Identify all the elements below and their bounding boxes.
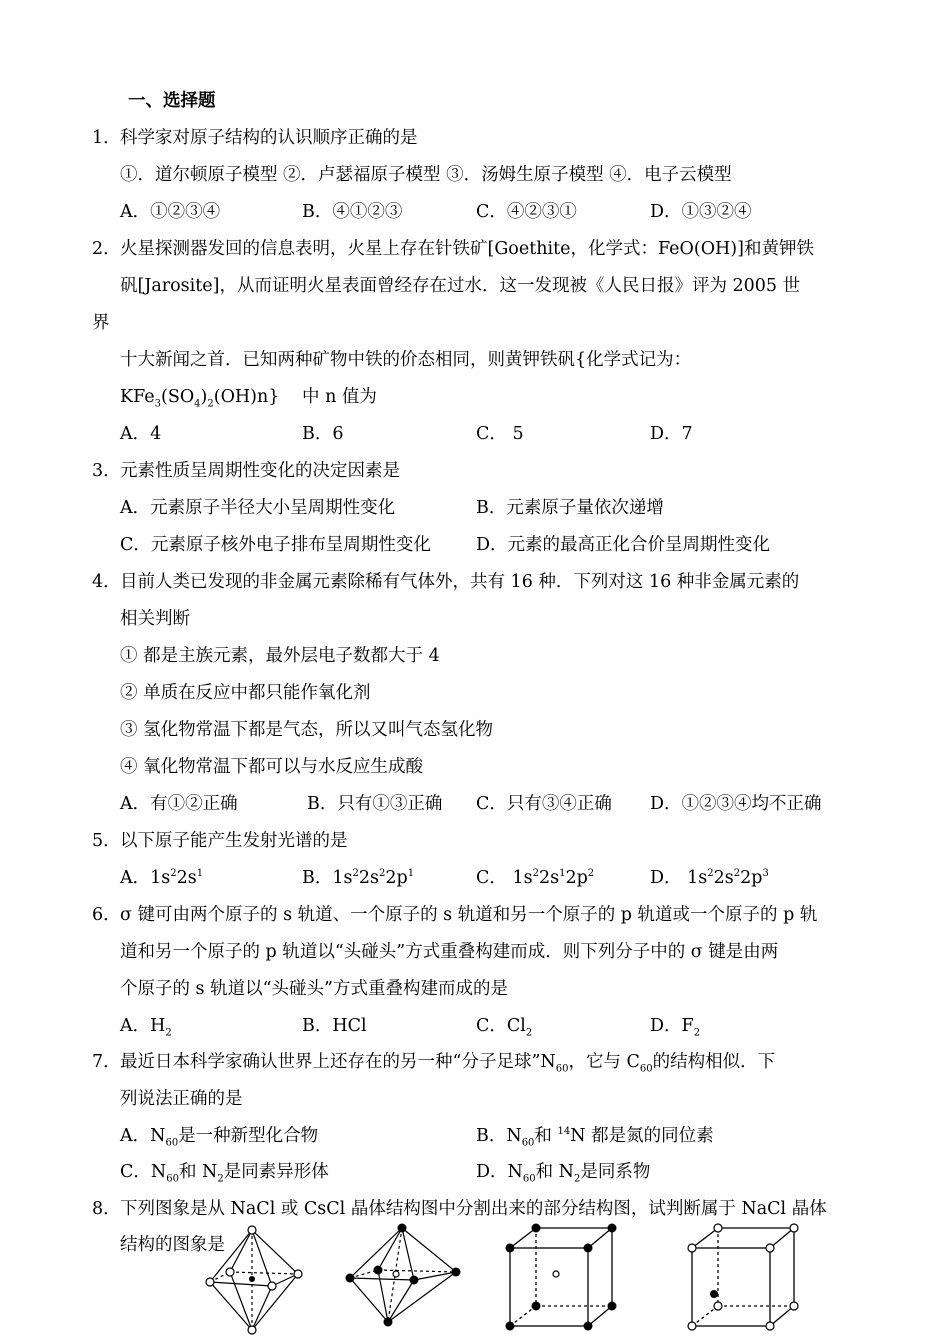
q4-number: 4． bbox=[92, 572, 121, 592]
q2-option-d: D．7 bbox=[650, 424, 693, 444]
q4-option-b: B．只有①③正确 bbox=[307, 794, 443, 814]
q7-line-1: 最近日本科学家确认世界上还存在的另一种“分子足球$”N_{60}$，它与 $C_{60}$的结构相似．下 bbox=[120, 1052, 776, 1075]
q4-statement-3: ③ 氢化物常温下都是气态，所以又叫气态氢化物 bbox=[120, 720, 494, 740]
q3-number: 3． bbox=[92, 461, 121, 481]
q7-option-c: C．$N_{60}$和 $N_2$是同素异形体 bbox=[120, 1162, 329, 1185]
q3-option-c: C．元素原子核外电子排布呈周期性变化 bbox=[120, 535, 431, 555]
q7-number: 7． bbox=[92, 1052, 121, 1072]
q4-option-d: D．①②③④均不正确 bbox=[650, 794, 822, 814]
q7-option-a: A．$N_{60}$是一种新型化合物 bbox=[120, 1126, 319, 1149]
q2-line-1: 火星探测器发回的信息表明，火星上存在针铁矿[Goethite，化学式：FeO(OH)]和黄钾铁 bbox=[120, 239, 814, 259]
q2-option-c: C． 5 bbox=[476, 424, 524, 444]
q3-option-b: B．元素原子量依次递增 bbox=[476, 498, 664, 518]
q6-line-1: σ 键可由两个原子的 s 轨道、一个原子的 s 轨道和另一个原子的 p 轨道或一个原子的 p 轨 bbox=[120, 905, 818, 925]
q1-stem: 科学家对原子结构的认识顺序正确的是 bbox=[120, 128, 418, 148]
q2-line-3: 界 bbox=[92, 313, 110, 333]
q2-formula: $KFe_3(SO_4)_2(OH)n$} bbox=[120, 387, 280, 410]
q4-option-a: A．有①②正确 bbox=[120, 794, 238, 814]
q5-stem: 以下原子能产生发射光谱的是 bbox=[120, 831, 348, 851]
q2-question-tail: 中 n 值为 bbox=[302, 387, 377, 407]
q7-option-b: B．$N_{60}$和 $^{14}$N 都是氮的同位素 bbox=[476, 1126, 714, 1149]
q6-line-3: 个原子的 s 轨道以“头碰头”方式重叠构建而成的是 bbox=[120, 979, 508, 999]
q1-number: 1． bbox=[92, 128, 121, 148]
q3-stem: 元素性质呈周期性变化的决定因素是 bbox=[120, 461, 400, 481]
q5-number: 5． bbox=[92, 831, 121, 851]
q7-line-2: 列说法正确的是 bbox=[120, 1089, 243, 1109]
q3-option-d: D．元素的最高正化合价呈周期性变化 bbox=[476, 535, 771, 555]
q5-option-d: D． $1s^22s^22p^3$ bbox=[650, 868, 769, 888]
q8-line-1: 下列图象是从 NaCl 或 CsCl 晶体结构图中分割出来的部分结构图，试判断属于 NaCl 晶体 bbox=[120, 1199, 827, 1219]
q4-option-c: C．只有③④正确 bbox=[476, 794, 612, 814]
q6-line-2: 道和另一个原子的 p 轨道以“头碰头”方式重叠构建而成．则下列分子中的 σ 键是由两 bbox=[120, 942, 779, 962]
q6-option-b: B．HCl bbox=[302, 1016, 367, 1036]
q6-option-d: D．$F_2$ bbox=[650, 1016, 701, 1039]
q8-line-2: 结构的图象是 bbox=[120, 1235, 225, 1255]
q5-option-c: C． $1s^22s^12p^2$ bbox=[476, 868, 595, 888]
crystal-figure-4 bbox=[684, 1222, 800, 1332]
crystal-figure-3 bbox=[502, 1222, 618, 1332]
q1-option-c: C．④②③① bbox=[476, 202, 577, 222]
q4-line-2: 相关判断 bbox=[120, 609, 190, 629]
crystal-figure-2 bbox=[340, 1222, 462, 1332]
q7-option-d: D．$N_{60}$和 $N_2$是同系物 bbox=[476, 1162, 651, 1185]
q4-statement-1: ① 都是主族元素，最外层电子数都大于 4 bbox=[120, 646, 440, 666]
q3-option-a: A．元素原子半径大小呈周期性变化 bbox=[120, 498, 396, 518]
q8-number: 8． bbox=[92, 1199, 121, 1219]
q4-statement-4: ④ 氧化物常温下都可以与水反应生成酸 bbox=[120, 757, 424, 777]
q2-line-4: 十大新闻之首．已知两种矿物中铁的价态相同，则黄钾铁矾{化学式记为： bbox=[120, 350, 692, 370]
q2-option-b: B．6 bbox=[302, 424, 344, 444]
q5-option-b: B．$1s^22s^22p^1$ bbox=[302, 868, 415, 888]
q5-option-a: A．$1s^22s^1$ bbox=[120, 868, 204, 888]
q6-number: 6． bbox=[92, 905, 121, 925]
q1-option-a: A．①②③④ bbox=[120, 202, 221, 222]
q2-option-a: A．4 bbox=[120, 424, 162, 444]
q1-items: ①．道尔顿原子模型 ②．卢瑟福原子模型 ③．汤姆生原子模型 ④．电子云模型 bbox=[120, 165, 732, 185]
q1-option-b: B．④①②③ bbox=[302, 202, 403, 222]
q4-line-1: 目前人类已发现的非金属元素除稀有气体外，共有 16 种．下列对这 16 种非金属元素的 bbox=[120, 572, 800, 592]
q1-option-d: D．①③②④ bbox=[650, 202, 752, 222]
q4-statement-2: ② 单质在反应中都只能作氧化剂 bbox=[120, 683, 371, 703]
q6-option-a: A．$H_2$ bbox=[120, 1016, 172, 1039]
q6-option-c: C．$Cl_2$ bbox=[476, 1016, 533, 1039]
section-title: 一、选择题 bbox=[128, 91, 216, 111]
q2-number: 2． bbox=[92, 239, 121, 259]
crystal-figure-1 bbox=[198, 1222, 314, 1340]
q2-line-2: 矾[Jarosite]，从而证明火星表面曾经存在过水．这一发现被《人民日报》评为 2005 世 bbox=[120, 276, 801, 296]
